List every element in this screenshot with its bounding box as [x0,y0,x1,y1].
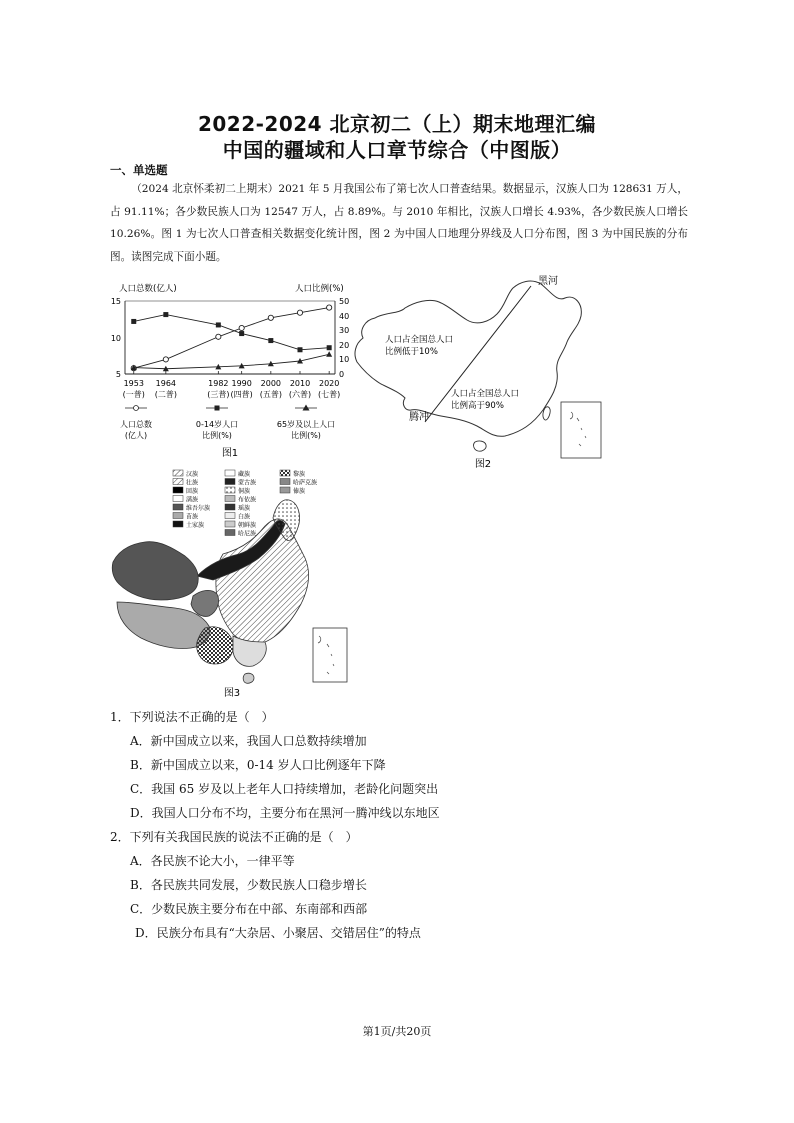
left-tick-label: 15 [110,297,121,306]
map-region-uyghur [112,542,198,600]
legend-label: 瑶族 [238,505,251,512]
right-tick-label: 10 [339,355,350,364]
heihe-label: 黑河 [538,276,558,287]
west-label: 比例低于10% [385,347,438,357]
question-1-option-a: A．新中国成立以来，我国人口总数持续增加 [130,734,367,748]
page-footer: 第1页/共20页 [362,1025,432,1038]
left-tick-label: 10 [110,334,121,343]
figure-3-caption: 图3 [223,688,241,699]
x-axis-labels [123,371,341,399]
question-1-stem: 1．下列说法不正确的是（ ） [110,710,274,724]
question-2-option-c: C．少数民族主要分布在中部、东南部和西部 [130,902,368,916]
legend-label: 白族 [238,513,251,521]
x-census-label: (二普) [154,390,177,399]
legend-label: 侗族 [238,488,251,495]
x-tick-label: 2000 [260,379,282,388]
legend-label: (亿人) [124,431,148,440]
figure-2-map [345,268,620,473]
legend-label: 朝鲜族 [238,522,257,529]
legend-swatch [225,479,235,485]
section-heading: 一、单选题 [110,163,168,177]
right-tick-label: 40 [339,312,350,321]
data-point-circle [239,325,244,330]
map-region-southwest [197,627,234,664]
x-census-label: (一普) [122,390,145,399]
figure-1-caption: 图1 [221,448,239,459]
legend-label: 哈尼族 [238,530,257,538]
legend-label: 人口总数 [120,420,152,429]
x-tick-label: 2010 [289,379,311,388]
west-label: 人口占全国总人口 [385,335,454,345]
legend-swatch [225,470,235,476]
legend-swatch [225,496,235,502]
legend-label: 布依族 [238,496,257,504]
data-point-triangle [326,351,332,357]
left-axis-title: 人口总数(亿人) [119,284,177,294]
x-census-label: (六普) [288,390,312,399]
legend-label: 满族 [186,496,199,504]
legend-swatch [173,470,183,476]
legend-label: 维吾尔族 [186,505,211,512]
legend-label: 65岁及以上人口 [276,420,336,429]
figure-3-map [105,466,360,701]
legend-label: 哈萨克族 [293,479,318,487]
legend-square-marker [215,406,220,411]
map-region-han [216,519,309,644]
legend-label: 回族 [186,488,199,495]
data-point-square [163,312,168,317]
legend-label: 壮族 [186,479,199,487]
map-region-hui [191,590,219,616]
east-label: 比例高于90% [451,401,504,411]
figure-2-caption: 图2 [474,459,492,470]
legend-swatch [173,487,183,493]
intro-paragraph [110,178,688,268]
page-title: 2022-2024 北京初二（上）期末地理汇编 [197,112,597,136]
data-point-circle [297,310,302,315]
intro-text: （2024 北京怀柔初二上期末）2021 年 5 月我国公布了第七次人口普查结果。数据显示，汉族人口为 128631 万人，占 91.11%；各少数民族人口为 12547 万人，占 8.89%。与 2010 年相比，汉族人口增长 4.93%，各少数民族人口增长 10.26%。图 1 为七次人口普查相关数据变化统计图，图 2 为中国人口地理分界线及人口分布图，图 3 为中国民族的分布图。读图完成下面小题。 [110,183,688,263]
south-china-sea-inset [313,628,347,682]
x-tick-label: 1990 [231,379,252,388]
question-1-option-d: D．我国人口分布不均，主要分布在黑河一腾冲线以东地区 [130,806,440,820]
legend-swatch [280,470,290,476]
data-point-square [239,331,244,336]
legend [120,405,335,441]
question-2-option-b: B．各民族共同发展，少数民族人口稳步增长 [130,878,367,892]
legend-swatch [225,487,235,493]
legend-swatch [173,479,183,485]
legend-label: 0-14岁人口 [195,420,239,429]
legend-label: 藏族 [238,471,251,478]
data-point-square [131,319,136,324]
data-point-circle [327,305,332,310]
legend-swatch [225,521,235,527]
legend-label: 比例(%) [202,431,232,440]
question-2-option-d: D．民族分布具有“大杂居、小聚居、交错居住”的特点 [135,926,421,940]
question-2-stem: 2．下列有关我国民族的说法不正确的是（ ） [110,830,358,844]
series-layer [131,305,332,371]
legend-swatch [225,504,235,510]
legend-triangle-marker [303,405,310,411]
data-point-circle [268,315,273,320]
east-label: 人口占全国总人口 [451,389,520,399]
legend-label: 傣族 [293,488,306,495]
legend-label: 汉族 [186,471,199,478]
legend-swatch [173,513,183,519]
question-1-option-b: B．新中国成立以来，0-14 岁人口比例逐年下降 [130,758,386,772]
legend-swatch [225,513,235,519]
x-census-label: (五普) [259,390,282,399]
x-tick-label: 1982 [208,379,229,388]
right-tick-label: 50 [339,297,350,306]
data-point-square [327,345,332,350]
legend-label: 土家族 [186,522,205,529]
x-census-label: (三普) [207,390,230,399]
data-point-circle [163,357,168,362]
legend-label: 蒙古族 [238,479,257,487]
legend-swatch [280,487,290,493]
right-axis-title: 人口比例(%) [295,284,344,294]
left-tick-label: 5 [115,370,121,379]
hainan-island [474,441,487,451]
right-tick-label: 20 [339,341,350,350]
legend-circle-marker [134,406,139,411]
figure-1-chart [105,280,360,460]
legend-swatch [225,530,235,536]
tengchong-label: 腾冲 [409,412,429,423]
south-china-sea-inset [561,402,601,458]
page-subtitle: 中国的疆域和人口章节综合（中图版） [222,138,572,162]
legend-swatch [173,496,183,502]
legend-label: 比例(%) [291,431,321,440]
x-tick-label: 1964 [155,379,177,388]
legend-swatch [173,504,183,510]
question-1-option-c: C．我国 65 岁及以上老年人口持续增加，老龄化问题突出 [130,782,439,796]
question-2-option-a: A．各民族不论大小，一律平等 [130,854,295,868]
legend-label: 苗族 [186,513,199,521]
legend-swatch [173,521,183,527]
data-point-circle [216,334,221,339]
data-point-square [298,347,303,352]
legend-swatch [280,479,290,485]
x-tick-label: 1953 [123,379,144,388]
right-tick-label: 0 [339,370,345,379]
x-tick-label: 2020 [318,379,340,388]
right-tick-label: 30 [339,326,350,335]
x-census-label: (四普) [230,390,253,399]
hainan-island [243,673,254,683]
data-point-square [268,338,273,343]
legend-label: 黎族 [293,471,306,478]
data-point-square [216,322,221,327]
x-census-label: (七普) [318,390,341,399]
